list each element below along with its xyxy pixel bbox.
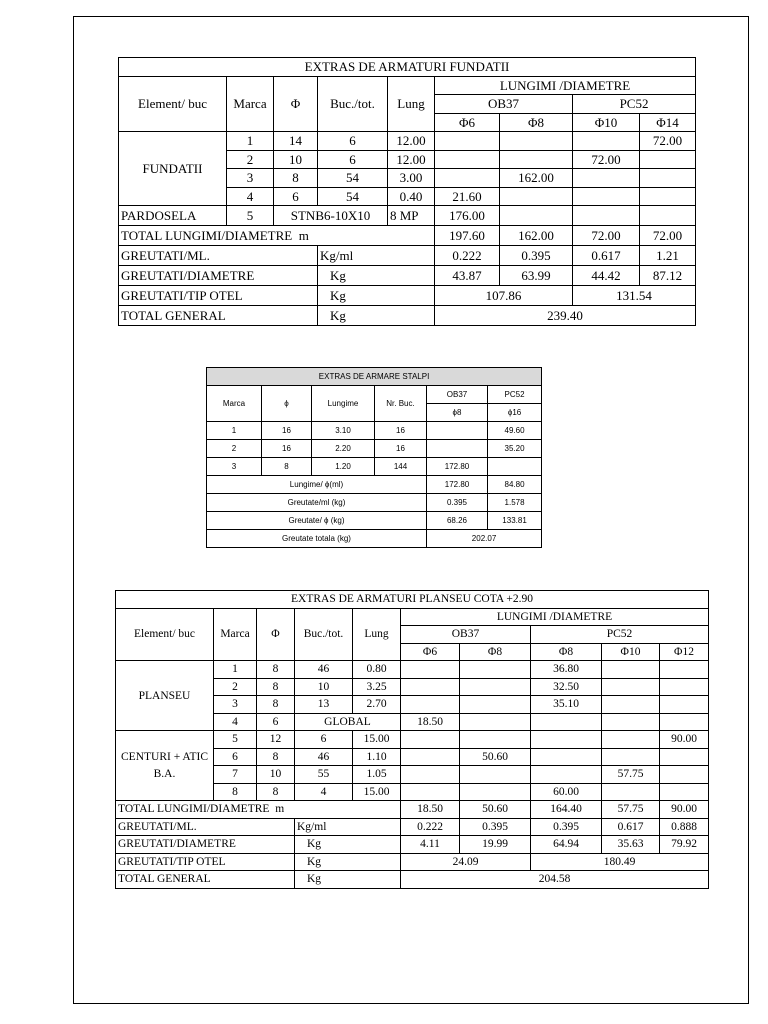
cell — [640, 150, 696, 169]
cell: GLOBAL — [295, 713, 401, 731]
cell: 15.00 — [353, 783, 401, 801]
header-nrbuc: Nr. Buc. — [375, 386, 427, 422]
cell: 1 — [214, 661, 257, 679]
greutati-ml-label: GREUTATI/ML. — [116, 818, 295, 836]
cell: 202.07 — [427, 530, 542, 548]
cell: 0.395 — [460, 818, 531, 836]
cell: 72.00 — [573, 226, 640, 246]
unit: Kg — [295, 853, 401, 871]
cell — [435, 169, 500, 188]
cell: 5 — [214, 731, 257, 749]
table-row — [119, 306, 696, 326]
cell — [401, 766, 460, 784]
cell: 49.60 — [488, 422, 542, 440]
greutati-ml-label: GREUTATI/ML. — [119, 246, 318, 266]
header-buc: Buc./tot. — [295, 608, 353, 661]
header-d5: Φ12 — [660, 643, 709, 661]
header-phi: Φ — [274, 76, 318, 132]
header-d4: Φ10 — [602, 643, 660, 661]
group-fundatii: FUNDATII — [119, 132, 227, 206]
header-d1: ϕ8 — [427, 404, 488, 422]
header-d2: Φ8 — [460, 643, 531, 661]
cell — [640, 169, 696, 188]
cell: 2 — [207, 440, 262, 458]
cell — [460, 678, 531, 696]
cell: 3.25 — [353, 678, 401, 696]
cell — [640, 187, 696, 206]
cell: 6 — [257, 713, 295, 731]
cell — [488, 458, 542, 476]
cell: 12.00 — [388, 150, 435, 169]
cell: 32.50 — [531, 678, 602, 696]
fundatii-table — [118, 57, 696, 326]
cell — [573, 169, 640, 188]
table-row — [207, 422, 542, 440]
header-marca: Marca — [207, 386, 262, 422]
cell: 164.40 — [531, 801, 602, 819]
cell — [460, 661, 531, 679]
cell: 1 — [227, 132, 274, 151]
table-row — [207, 494, 542, 512]
cell: 172.80 — [427, 476, 488, 494]
table-row — [116, 836, 709, 854]
cell: 90.00 — [660, 731, 709, 749]
header-lungimi: LUNGIMI /DIAMETRE — [435, 76, 696, 95]
cell: 0.395 — [531, 818, 602, 836]
greutati-tip-label: GREUTATI/TIP OTEL — [119, 286, 318, 306]
cell — [531, 766, 602, 784]
cell: 8 — [257, 783, 295, 801]
header-element: Element/ buc — [116, 608, 214, 661]
cell: 107.86 — [435, 286, 573, 306]
table-row — [207, 530, 542, 548]
unit: Kg — [318, 306, 435, 326]
cell: 7 — [214, 766, 257, 784]
cell — [427, 440, 488, 458]
cell: 3 — [227, 169, 274, 188]
cell: 3.10 — [312, 422, 375, 440]
cell — [573, 206, 640, 226]
cell: 0.888 — [660, 818, 709, 836]
cell — [602, 783, 660, 801]
cell: 2.70 — [353, 696, 401, 714]
cell: 8 — [262, 458, 312, 476]
cell — [460, 783, 531, 801]
cell: 162.00 — [500, 226, 573, 246]
cell: 6 — [318, 132, 388, 151]
cell: 60.00 — [531, 783, 602, 801]
cell: 8 — [257, 661, 295, 679]
cell: 16 — [375, 422, 427, 440]
cell: 54 — [318, 169, 388, 188]
cell: 172.80 — [427, 458, 488, 476]
cell: 84.80 — [488, 476, 542, 494]
total-lung-label: TOTAL LUNGIMI/DIAMETRE m — [119, 226, 435, 246]
header-lungime: Lungime — [312, 386, 375, 422]
cell: 14 — [274, 132, 318, 151]
cell — [460, 766, 531, 784]
cell: 197.60 — [435, 226, 500, 246]
header-lung: Lung — [353, 608, 401, 661]
cell: 8 — [257, 748, 295, 766]
cell: 3.00 — [388, 169, 435, 188]
greutate-ml-label: Greutate/ml (kg) — [207, 494, 427, 512]
cell: 4 — [214, 713, 257, 731]
lungime-label: Lungime/ ϕ(ml) — [207, 476, 427, 494]
cell: 63.99 — [500, 266, 573, 286]
unit: Kg — [318, 286, 435, 306]
cell: 57.75 — [602, 801, 660, 819]
cell: 72.00 — [573, 150, 640, 169]
header-element: Element/ buc — [119, 76, 227, 132]
cell — [660, 766, 709, 784]
cell: 72.00 — [640, 226, 696, 246]
cell — [401, 696, 460, 714]
header-d2: Φ8 — [500, 113, 573, 132]
header-d3: Φ8 — [531, 643, 602, 661]
cell — [500, 206, 573, 226]
cell: 8 — [257, 678, 295, 696]
header-marca: Marca — [227, 76, 274, 132]
table-row — [119, 286, 696, 306]
table-row — [116, 818, 709, 836]
cell — [573, 132, 640, 151]
cell — [602, 748, 660, 766]
header-d2: ϕ16 — [488, 404, 542, 422]
cell — [602, 731, 660, 749]
cell: 12 — [257, 731, 295, 749]
cell — [401, 783, 460, 801]
table-row — [116, 871, 709, 889]
group-centuri: CENTURI + ATIC B.A. — [116, 731, 214, 801]
cell: 162.00 — [500, 169, 573, 188]
table-row — [207, 458, 542, 476]
cell: 4 — [227, 187, 274, 206]
cell: 8 — [274, 169, 318, 188]
unit: Kg — [295, 871, 401, 889]
cell — [401, 748, 460, 766]
cell: 18.50 — [401, 713, 460, 731]
cell: 64.94 — [531, 836, 602, 854]
cell — [435, 150, 500, 169]
table-row — [116, 801, 709, 819]
cell: 4.11 — [401, 836, 460, 854]
cell: 6 — [214, 748, 257, 766]
cell: 46 — [295, 661, 353, 679]
cell — [531, 731, 602, 749]
total-general-label: TOTAL GENERAL — [116, 871, 295, 889]
unit: Kg/ml — [295, 818, 401, 836]
cell: 21.60 — [435, 187, 500, 206]
cell — [460, 731, 531, 749]
cell: 0.395 — [427, 494, 488, 512]
cell — [401, 661, 460, 679]
cell: 131.54 — [573, 286, 696, 306]
cell: 4 — [295, 783, 353, 801]
unit: Kg — [318, 266, 435, 286]
header-pc52: PC52 — [488, 386, 542, 404]
cell: 3 — [214, 696, 257, 714]
header-ob37: OB37 — [435, 95, 573, 114]
cell — [435, 132, 500, 151]
cell — [573, 187, 640, 206]
table-row — [207, 476, 542, 494]
cell: 35.10 — [531, 696, 602, 714]
cell: 2.20 — [312, 440, 375, 458]
header-ob37: OB37 — [427, 386, 488, 404]
cell — [500, 132, 573, 151]
greutate-totala-label: Greutate totala (kg) — [207, 530, 427, 548]
planseu-title: EXTRAS DE ARMATURI PLANSEU COTA +2.90 — [116, 591, 709, 609]
cell: 90.00 — [660, 801, 709, 819]
header-ob37: OB37 — [401, 626, 531, 644]
greutate-phi-label: Greutate/ ϕ (kg) — [207, 512, 427, 530]
table-row — [116, 661, 709, 679]
cell — [640, 206, 696, 226]
cell — [660, 713, 709, 731]
cell: 1.10 — [353, 748, 401, 766]
cell — [660, 678, 709, 696]
cell: 19.99 — [460, 836, 531, 854]
cell: 54 — [318, 187, 388, 206]
header-pc52: PC52 — [531, 626, 709, 644]
cell — [602, 661, 660, 679]
cell — [531, 748, 602, 766]
cell: 72.00 — [640, 132, 696, 151]
cell: 57.75 — [602, 766, 660, 784]
table-row — [116, 853, 709, 871]
header-d3: Φ10 — [573, 113, 640, 132]
cell: 180.49 — [531, 853, 709, 871]
total-general-label: TOTAL GENERAL — [119, 306, 318, 326]
cell: 43.87 — [435, 266, 500, 286]
cell: 10 — [257, 766, 295, 784]
cell: 44.42 — [573, 266, 640, 286]
unit: Kg — [295, 836, 401, 854]
header-lungimi: LUNGIMI /DIAMETRE — [401, 608, 709, 626]
unit: Kg/ml — [318, 246, 435, 266]
table-row — [119, 206, 696, 226]
planseu-table — [115, 590, 709, 889]
group-planseu: PLANSEU — [116, 661, 214, 731]
cell: 35.63 — [602, 836, 660, 854]
fundatii-title: EXTRAS DE ARMATURI FUNDATII — [119, 58, 696, 77]
table-row — [207, 512, 542, 530]
cell: 8 — [214, 783, 257, 801]
table-row — [207, 440, 542, 458]
cell — [401, 678, 460, 696]
pardosela-label: PARDOSELA — [119, 206, 227, 226]
header-lung: Lung — [388, 76, 435, 132]
cell: 8 — [257, 696, 295, 714]
cell: 87.12 — [640, 266, 696, 286]
cell: 0.40 — [388, 187, 435, 206]
cell: 2 — [227, 150, 274, 169]
header-d4: Φ14 — [640, 113, 696, 132]
cell — [460, 696, 531, 714]
cell: 55 — [295, 766, 353, 784]
cell: 10 — [295, 678, 353, 696]
cell: 176.00 — [435, 206, 500, 226]
header-phi: Φ — [257, 608, 295, 661]
cell: 68.26 — [427, 512, 488, 530]
cell — [427, 422, 488, 440]
table-row — [119, 266, 696, 286]
cell: 0.222 — [435, 246, 500, 266]
header-d1: Φ6 — [435, 113, 500, 132]
cell: 13 — [295, 696, 353, 714]
cell — [660, 783, 709, 801]
cell: 79.92 — [660, 836, 709, 854]
cell: 16 — [262, 422, 312, 440]
cell: 6 — [318, 150, 388, 169]
cell: 239.40 — [435, 306, 696, 326]
stalpi-table — [206, 367, 542, 548]
cell: 16 — [262, 440, 312, 458]
cell — [602, 678, 660, 696]
cell: 1.578 — [488, 494, 542, 512]
cell — [660, 748, 709, 766]
cell: 0.617 — [573, 246, 640, 266]
cell: 0.617 — [602, 818, 660, 836]
cell: 5 — [227, 206, 274, 226]
cell: 50.60 — [460, 748, 531, 766]
greutati-diam-label: GREUTATI/DIAMETRE — [116, 836, 295, 854]
header-phi: ϕ — [262, 386, 312, 422]
header-buc: Buc./tot. — [318, 76, 388, 132]
cell: 24.09 — [401, 853, 531, 871]
cell: 204.58 — [401, 871, 709, 889]
total-lung-label: TOTAL LUNGIMI/DIAMETRE m — [116, 801, 401, 819]
table-row — [119, 132, 696, 151]
cell — [660, 661, 709, 679]
cell: STNB6-10X10 — [274, 206, 388, 226]
cell — [500, 187, 573, 206]
cell: 144 — [375, 458, 427, 476]
cell: 6 — [295, 731, 353, 749]
header-marca: Marca — [214, 608, 257, 661]
cell — [401, 731, 460, 749]
header-d1: Φ6 — [401, 643, 460, 661]
cell: 2 — [214, 678, 257, 696]
cell: 133.81 — [488, 512, 542, 530]
table-row — [116, 731, 709, 749]
cell: 10 — [274, 150, 318, 169]
cell — [602, 696, 660, 714]
cell: 0.80 — [353, 661, 401, 679]
cell — [531, 713, 602, 731]
cell: 0.222 — [401, 818, 460, 836]
cell: 18.50 — [401, 801, 460, 819]
cell: 1.21 — [640, 246, 696, 266]
cell: 12.00 — [388, 132, 435, 151]
cell: 1 — [207, 422, 262, 440]
cell — [660, 696, 709, 714]
table-row — [119, 246, 696, 266]
cell: 3 — [207, 458, 262, 476]
header-pc52: PC52 — [573, 95, 696, 114]
cell: 50.60 — [460, 801, 531, 819]
cell: 6 — [274, 187, 318, 206]
stalpi-title: EXTRAS DE ARMARE STALPI — [207, 368, 542, 386]
cell: 16 — [375, 440, 427, 458]
cell: 1.05 — [353, 766, 401, 784]
cell: 1.20 — [312, 458, 375, 476]
cell — [500, 150, 573, 169]
cell: 36.80 — [531, 661, 602, 679]
table-row — [119, 226, 696, 246]
cell: 35.20 — [488, 440, 542, 458]
cell: 0.395 — [500, 246, 573, 266]
cell: 15.00 — [353, 731, 401, 749]
cell — [460, 713, 531, 731]
cell: 8 MP — [388, 206, 435, 226]
cell: 46 — [295, 748, 353, 766]
greutati-diam-label: GREUTATI/DIAMETRE — [119, 266, 318, 286]
greutati-tip-label: GREUTATI/TIP OTEL — [116, 853, 295, 871]
cell — [602, 713, 660, 731]
